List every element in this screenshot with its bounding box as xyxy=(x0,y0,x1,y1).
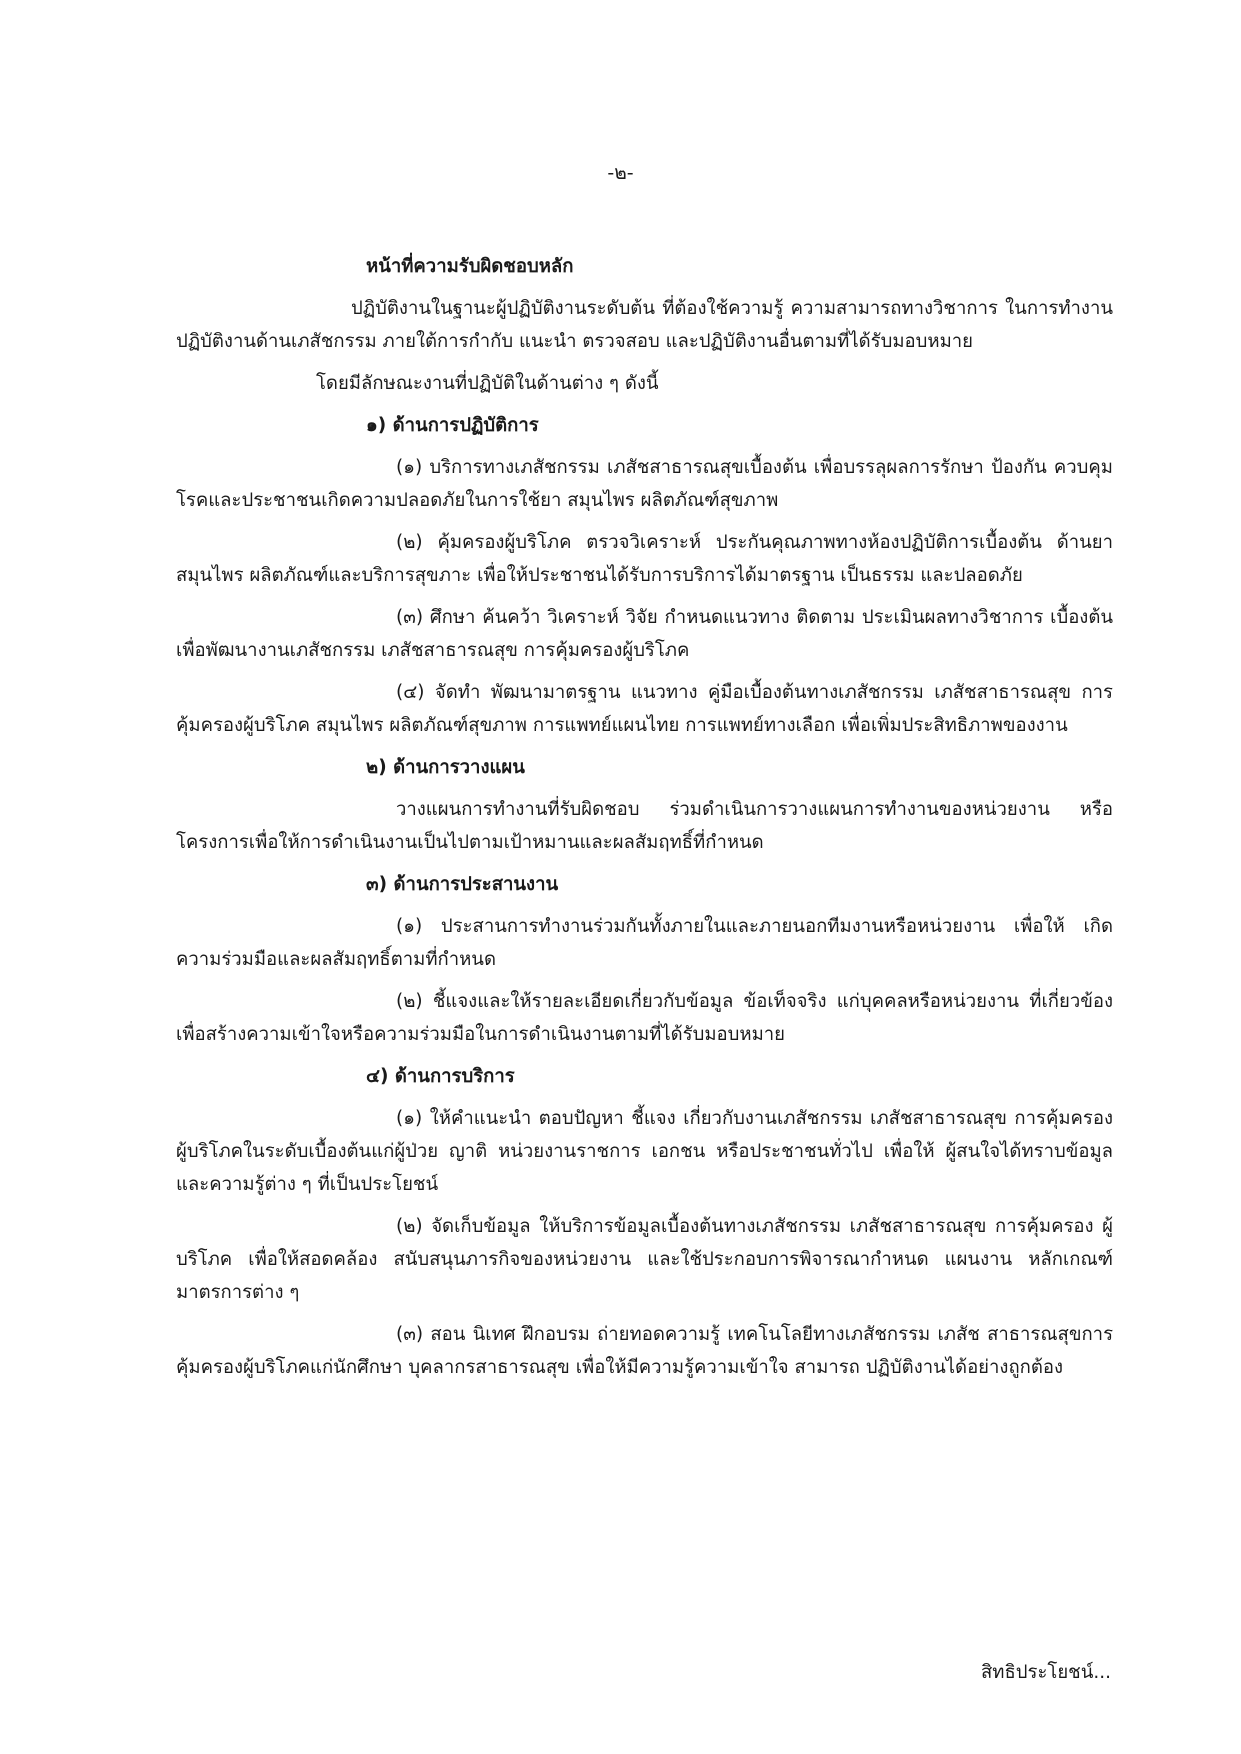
list-item: (๓) สอน นิเทศ ฝึกอบรม ถ่ายทอดความรู้ เทคโนโลยีทางเภสัชกรรม เภสัช สาธารณสุขการคุ้มครองผู้บริโภคแก่นักศึกษา บุคลากรสาธารณสุข เพื่อให้มีความรู้ความเข้าใจ สามารถ ปฏิบัติงานได้อย่างถูกต้อง xyxy=(176,1324,1113,1378)
continuation-text: สิทธิประโยชน์... xyxy=(980,1662,1111,1683)
section-heading: หน้าที่ความรับผิดชอบหลัก xyxy=(366,256,574,277)
section-title-planning: ๒) ด้านการวางแผน xyxy=(366,757,525,778)
list-item: (๑) ให้คำแนะนำ ตอบปัญหา ชี้แจง เกี่ยวกับงานเภสัชกรรม เภสัชสาธารณสุข การคุ้มครองผู้บริโภคในระดับเบื้องต้นแก่ผู้ป่วย ญาติ หน่วยงานราชการ เอกชน หรือประชาชนทั่วไป เพื่อให้ ผู้สนใจได้ทราบข้อมูลและความรู้ต่าง ๆ ที่เป็นประโยชน์ xyxy=(176,1108,1113,1195)
document-body xyxy=(176,250,1113,1393)
list-item: (๑) บริการทางเภสัชกรรม เภสัชสาธารณสุขเบื้องต้น เพื่อบรรลุผลการรักษา ป้องกัน ควบคุมโรคและประชาชนเกิดความปลอดภัยในการใช้ยา สมุนไพร ผลิตภัณฑ์สุขภาพ xyxy=(176,457,1113,511)
list-item: (๓) ศึกษา ค้นคว้า วิเคราะห์ วิจัย กำหนดแนวทาง ติดตาม ประเมินผลทางวิชาการ เบื้องต้นเพื่อพัฒนางานเภสัชกรรม เภสัชสาธารณสุข การคุ้มครองผู้บริโภค xyxy=(176,607,1113,661)
section-service xyxy=(176,1060,1113,1384)
page-number: -๒- xyxy=(607,162,634,184)
list-item: (๒) คุ้มครองผู้บริโภค ตรวจวิเคราะห์ ประกันคุณภาพทางห้องปฏิบัติการเบื้องต้น ด้านยา สมุนไพร ผลิตภัณฑ์และบริการสุขภาะ เพื่อให้ประชาชนได้รับการบริการได้มาตรฐาน เป็นธรรม และปลอดภัย xyxy=(176,532,1113,586)
list-item: (๒) ชี้แจงและให้รายละเอียดเกี่ยวกับข้อมูล ข้อเท็จจริง แก่บุคคลหรือหน่วยงาน ที่เกี่ยวข้องเพื่อสร้างความเข้าใจหรือความร่วมมือในการดำเนินงานตามที่ได้รับมอบหมาย xyxy=(176,991,1113,1045)
list-item: (๑) ประสานการทำงานร่วมกันทั้งภายในและภายนอกทีมงานหรือหน่วยงาน เพื่อให้ เกิดความร่วมมือและผลสัมฤทธิ์ตามที่กำหนด xyxy=(176,916,1113,970)
list-item: (๔) จัดทำ พัฒนามาตรฐาน แนวทาง คู่มือเบื้องต้นทางเภสัชกรรม เภสัชสาธารณสุข การคุ้มครองผู้บริโภค สมุนไพร ผลิตภัณฑ์สุขภาพ การแพทย์แผนไทย การแพทย์ทางเลือก เพื่อเพิ่มประสิทธิภาพของงาน xyxy=(176,682,1113,736)
section-operations xyxy=(176,409,1113,742)
section-coordination xyxy=(176,868,1113,1051)
section-title-coordination: ๓) ด้านการประสานงาน xyxy=(366,874,559,895)
intro-paragraph: ปฏิบัติงานในฐานะผู้ปฏิบัติงานระดับต้น ที่ต้องใช้ความรู้ ความสามารถทางวิชาการ ในการทำงานปฏิบัติงานด้านเภสัชกรรม ภายใต้การกำกับ แนะนำ ตรวจสอบ และปฏิบัติงานอื่นตามที่ได้รับมอบหมาย xyxy=(176,298,1113,352)
list-item: (๒) จัดเก็บข้อมูล ให้บริการข้อมูลเบื้องต้นทางเภสัชกรรม เภสัชสาธารณสุข การคุ้มครอง ผู้บริโภค เพื่อให้สอดคล้อง สนับสนุนภารกิจของหน่วยงาน และใช้ประกอบการพิจารณากำหนด แผนงาน หลักเกณฑ์ มาตรการต่าง ๆ xyxy=(176,1216,1113,1303)
section-planning xyxy=(176,751,1113,859)
list-item: วางแผนการทำงานที่รับผิดชอบ ร่วมดำเนินการวางแผนการทำงานของหน่วยงาน หรือโครงการเพื่อให้การดำเนินงานเป็นไปตามเป้าหมานและผลสัมฤทธิ์ที่กำหนด xyxy=(176,799,1113,853)
section-title-service: ๔) ด้านการบริการ xyxy=(366,1066,515,1087)
section-title-operations: ๑) ด้านการปฏิบัติการ xyxy=(366,415,539,436)
lead-paragraph: โดยมีลักษณะงานที่ปฏิบัติในด้านต่าง ๆ ดังนี้ xyxy=(316,373,659,394)
